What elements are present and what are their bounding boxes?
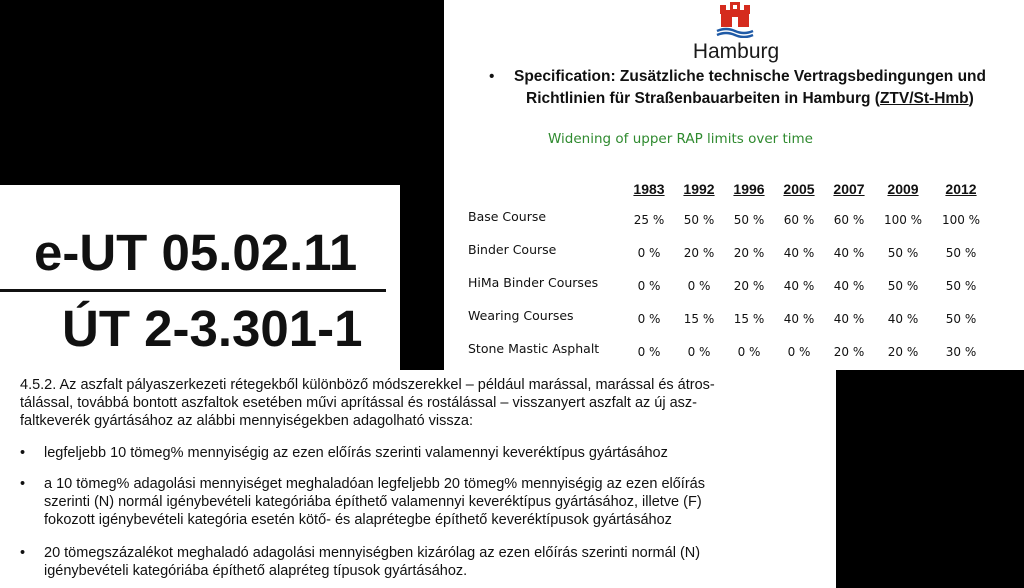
spec-line-1: Specification: Zusätzliche technische Vertragsbedingungen und [514, 68, 986, 85]
row-label: HiMa Binder Courses [468, 275, 599, 290]
table-cell: 40 % [833, 278, 865, 293]
table-cell: 15 % [683, 311, 715, 326]
table-cell: 40 % [783, 245, 815, 260]
year-header: 1992 [683, 181, 715, 197]
table-cell: 0 % [637, 245, 661, 260]
paragraph-line: 4.5.2. Az aszfalt pályaszerkezeti rétegekből különböző módszerekkel – például marással, marással és átros- [20, 377, 715, 393]
table-row [468, 335, 990, 368]
table-cell: 100 % [941, 212, 981, 227]
list-item-line: 20 tömegszázalékot meghaladó adagolási mennyiségben kizárólag az ezen előírás szerinti normál (N) [44, 545, 701, 561]
table-cell: 0 % [687, 344, 711, 359]
list-item-line: legfeljebb 10 tömeg% mennyiségig az ezen előírás szerinti valamennyi keveréktípus gyártásához [44, 445, 668, 461]
table-cell: 50 % [945, 311, 977, 326]
table-row [468, 269, 990, 302]
table-cell: 50 % [945, 245, 977, 260]
bullet-icon: • [20, 476, 26, 492]
paragraph-line: tálással, továbbá bontott aszfaltok esetében művi aprítással és rostálással – visszanyert aszfalt az új asz- [20, 395, 698, 411]
table-cell: 0 % [637, 311, 661, 326]
table-row [468, 236, 990, 269]
table-cell: 0 % [737, 344, 761, 359]
list-item-line: szerinti (N) normál igénybevételi kategóriába építhető valamennyi keveréktípus gyártásához, illetve (F) [44, 494, 702, 510]
table-cell: 50 % [945, 278, 977, 293]
table-header-row [468, 175, 990, 203]
table-cell: 40 % [887, 311, 919, 326]
table-cell: 40 % [783, 278, 815, 293]
table-cell: 50 % [887, 245, 919, 260]
year-header: 2007 [833, 181, 865, 197]
table-cell: 0 % [637, 344, 661, 359]
table-cell: 0 % [687, 278, 711, 293]
table-cell: 50 % [733, 212, 765, 227]
table-cell: 60 % [833, 212, 865, 227]
table-cell: 50 % [683, 212, 715, 227]
table-cell: 15 % [733, 311, 765, 326]
list-item-line: fokozott igénybevételi kategória esetén kötő- és alaprétegbe építhető keveréktípusok gyártásához [44, 512, 672, 528]
row-label: Base Course [468, 209, 547, 224]
year-header: 1996 [733, 181, 765, 197]
row-label: Binder Course [468, 242, 557, 257]
table-cell: 20 % [733, 278, 765, 293]
year-header: 2012 [945, 181, 977, 197]
year-header: 2009 [887, 181, 919, 197]
regulation-paragraph [20, 376, 832, 430]
table-cell: 20 % [887, 344, 919, 359]
paragraph-line: faltkeverék gyártásához az alábbi mennyiségekben adagolható vissza: [20, 413, 473, 429]
table-corner [468, 175, 624, 203]
table-cell: 25 % [633, 212, 665, 227]
bullet-icon: • [20, 545, 26, 561]
regulation-text-panel [0, 370, 836, 588]
list-item-line: igénybevételi kategóriába építhető alapréteg típusok gyártásához. [44, 563, 468, 579]
bullet-icon: • [20, 445, 26, 461]
table-cell: 20 % [833, 344, 865, 359]
table-cell: 20 % [683, 245, 715, 260]
year-header: 2005 [783, 181, 815, 197]
table-cell: 40 % [833, 245, 865, 260]
table-cell: 50 % [887, 278, 919, 293]
table-cell: 60 % [783, 212, 815, 227]
table-body [468, 203, 990, 368]
table-cell: 40 % [833, 311, 865, 326]
spec-code: ZTV/St-Hmb [879, 90, 969, 107]
table-cell: 40 % [783, 311, 815, 326]
document-code-ut: ÚT 2-3.301-1 [62, 300, 363, 357]
table-subtitle: Widening of upper RAP limits over time [548, 131, 813, 147]
table-cell: 0 % [787, 344, 811, 359]
document-code-e-ut: e-UT 05.02.11 [34, 224, 358, 281]
spec-line-2-prefix: Richtlinien für Straßenbauarbeiten in Hamburg ( [526, 90, 880, 107]
city-name: Hamburg [692, 40, 780, 63]
spec-line-2 [526, 88, 974, 109]
table-row [468, 302, 990, 335]
table-cell: 30 % [945, 344, 977, 359]
table-cell: 100 % [883, 212, 923, 227]
document-code-panel [0, 185, 400, 370]
spec-line-2-suffix: ) [968, 90, 974, 107]
hamburg-logo-icon [715, 0, 755, 38]
bullet-icon: • [489, 68, 495, 85]
list-item-line: a 10 tömeg% adagolási mennyiséget meghaladóan legfeljebb 20 tömeg% mennyiségig az ezen előírás [44, 476, 705, 492]
table-cell: 20 % [733, 245, 765, 260]
table-cell: 0 % [637, 278, 661, 293]
year-header: 1983 [633, 181, 665, 197]
row-label: Stone Mastic Asphalt [468, 341, 600, 356]
hamburg-spec-panel [444, 0, 1024, 370]
row-label: Wearing Courses [468, 308, 574, 323]
table-row [468, 203, 990, 236]
divider [0, 289, 386, 292]
rap-limits-table [468, 175, 990, 368]
